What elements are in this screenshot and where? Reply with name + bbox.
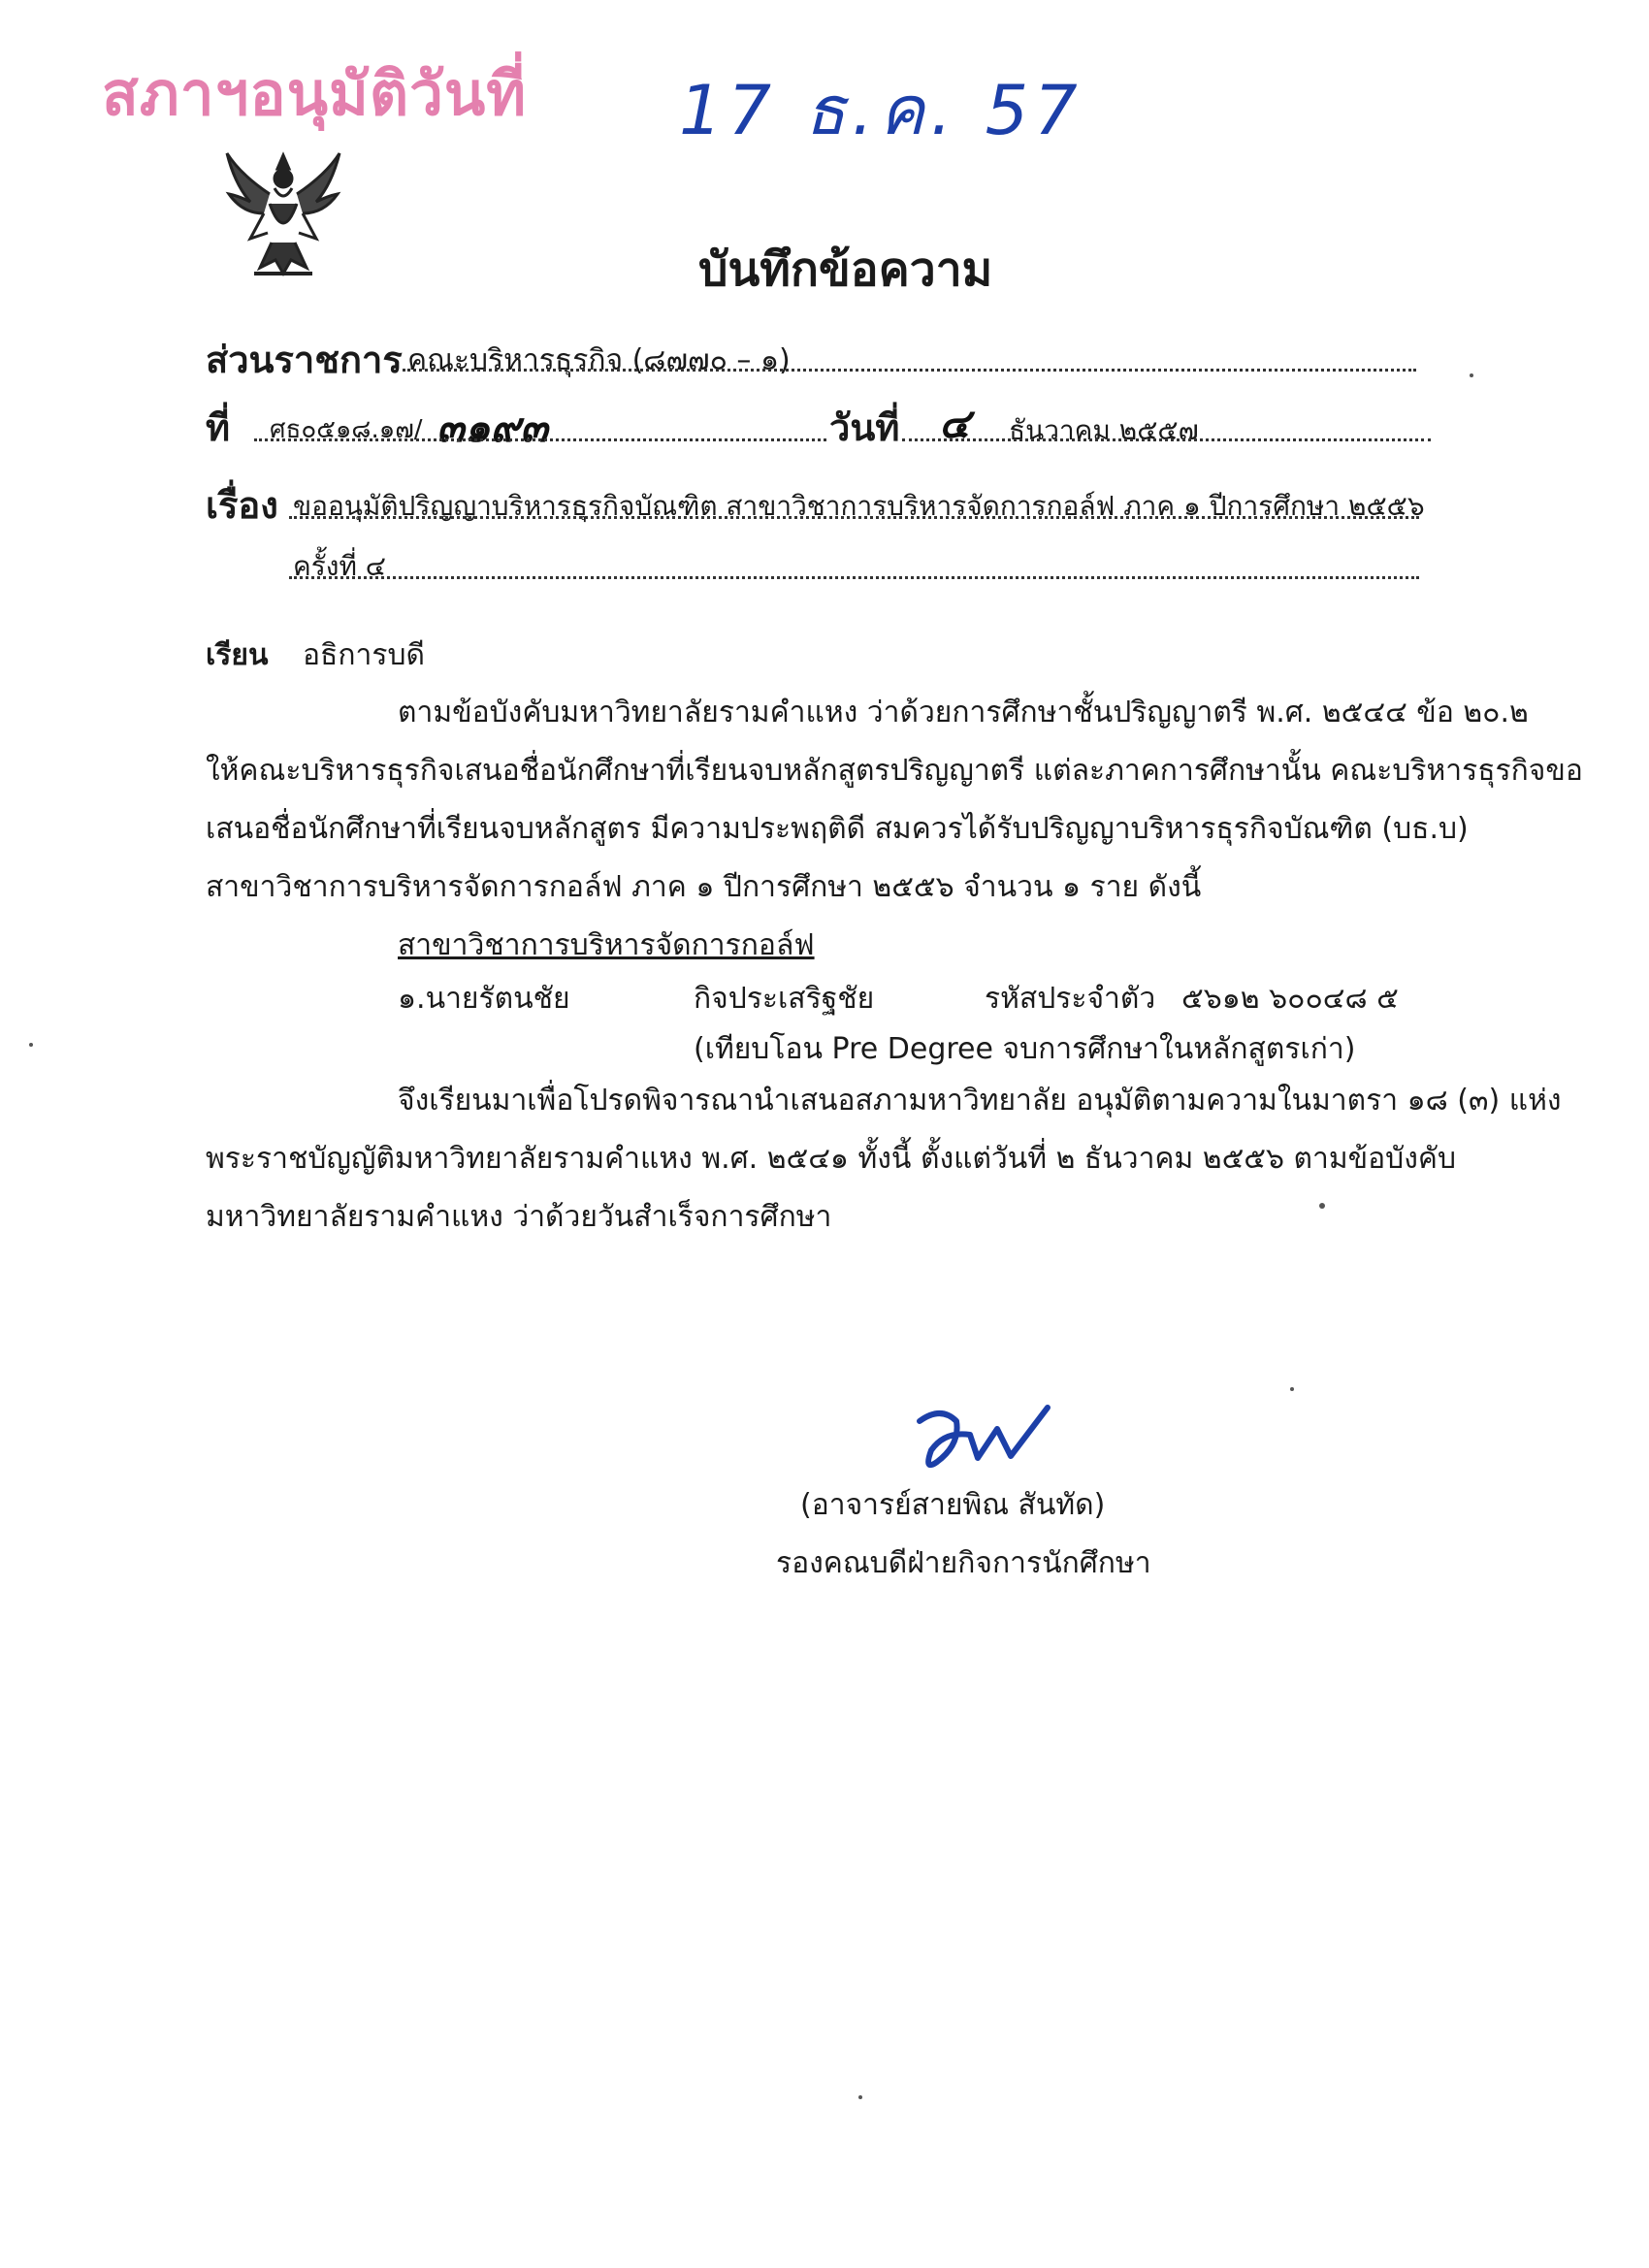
date-handwritten-day: ๔	[939, 400, 970, 447]
garuda-emblem-icon	[221, 146, 345, 281]
section-heading: สาขาวิชาการบริหารจัดการกอล์ฟ	[398, 928, 815, 962]
agency-label: ส่วนราชการ	[206, 339, 403, 381]
signer-name: (อาจารย์สายพิณ สันทัด)	[800, 1488, 1106, 1522]
subject-dotline-1	[289, 516, 1419, 519]
scan-speck	[1290, 1387, 1294, 1391]
body-para2-line2: พระราชบัญญัติมหาวิทยาลัยรามคำแหง พ.ศ. ๒๕๔๑ ทั้งนี้ ตั้งแต่วันที่ ๒ ธันวาคม ๒๕๕๖ ตามข้อบังคับ	[206, 1142, 1456, 1176]
body-para1-line2: ให้คณะบริหารธุรกิจเสนอชื่อนักศึกษาที่เรียนจบหลักสูตรปริญญาตรี แต่ละภาคการศึกษานั้น คณะบริหารธุรกิจขอ	[206, 754, 1583, 788]
approval-stamp: สภาฯอนุมัติวันที่	[102, 58, 528, 129]
body-para2-line1: จึงเรียนมาเพื่อโปรดพิจารณานำเสนอสภามหาวิทยาลัย อนุมัติตามความในมาตรา ๑๘ (๓) แห่ง	[398, 1084, 1562, 1118]
scan-speck	[1319, 1203, 1325, 1209]
scan-speck	[29, 1043, 33, 1047]
student-id-value: ๕๖๑๒ ๖๐๐๔๘ ๕	[1181, 982, 1399, 1016]
ref-value: ศธ๐๕๑๘.๑๗/	[270, 415, 423, 444]
salutation-value: อธิการบดี	[303, 638, 425, 672]
body-para2-line3: มหาวิทยาลัยรามคำแหง ว่าด้วยวันสำเร็จการศึกษา	[206, 1200, 832, 1234]
agency-dotline	[403, 369, 1416, 372]
ref-dotline	[254, 438, 826, 441]
student-id-label: รหัสประจำตัว	[985, 982, 1156, 1016]
agency-value: คณะบริหารธุรกิจ (๘๗๗๐ – ๑)	[407, 343, 791, 377]
ref-handwritten-number: ๓๑๙๓	[436, 404, 548, 451]
body-para1-line3: เสนอชื่อนักศึกษาที่เรียนจบหลักสูตร มีความประพฤติดี สมควรได้รับปริญญาบริหารธุรกิจบัณฑิต (บธ.บ)	[206, 812, 1469, 846]
handwritten-signature	[902, 1402, 1077, 1479]
subject-label: เรื่อง	[206, 484, 278, 527]
student-name: ๑.นายรัตนชัย	[398, 982, 570, 1016]
signer-position: รองคณบดีฝ่ายกิจการนักศึกษา	[776, 1546, 1151, 1580]
student-surname: กิจประเสริฐชัย	[694, 982, 875, 1016]
handwritten-date: 17 ธ.ค. 57	[679, 71, 1083, 150]
page-title: บันทึกข้อความ	[698, 243, 993, 297]
ref-label: ที่	[206, 406, 231, 449]
body-para1-line4: สาขาวิชาการบริหารจัดการกอล์ฟ ภาค ๑ ปีการศึกษา ๒๕๕๖ จำนวน ๑ ราย ดังนี้	[206, 870, 1202, 904]
subject-dotline-2	[289, 576, 1419, 579]
student-note: (เทียบโอน Pre Degree จบการศึกษาในหลักสูตรเก่า)	[694, 1032, 1356, 1066]
date-dotline	[902, 438, 1431, 441]
body-para1-line1: ตามข้อบังคับมหาวิทยาลัยรามคำแหง ว่าด้วยการศึกษาชั้นปริญญาตรี พ.ศ. ๒๕๔๔ ข้อ ๒๐.๒	[398, 696, 1529, 729]
date-value: ธันวาคม ๒๕๕๗	[1009, 414, 1199, 446]
salutation-label: เรียน	[206, 638, 269, 672]
scan-speck	[858, 2095, 862, 2099]
scan-speck	[1470, 373, 1473, 377]
subject-line-1: ขออนุมัติปริญญาบริหารธุรกิจบัณฑิต สาขาวิชาการบริหารจัดการกอล์ฟ ภาค ๑ ปีการศึกษา ๒๕๕๖	[293, 490, 1425, 522]
date-label: วันที่	[829, 406, 900, 449]
subject-line-2: ครั้งที่ ๔	[293, 550, 386, 582]
